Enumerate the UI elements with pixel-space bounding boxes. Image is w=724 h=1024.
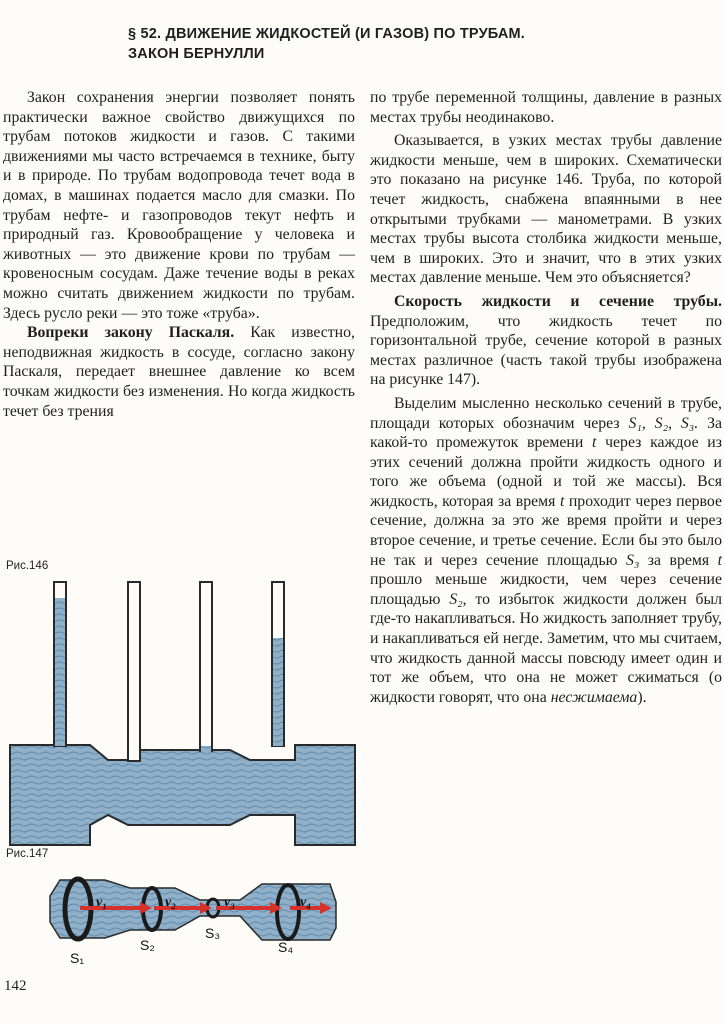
heading-line-1: § 52. ДВИЖЕНИЕ ЖИДКОСТЕЙ (И ГАЗОВ) ПО ТРУБАМ. <box>128 26 526 42</box>
left-column <box>3 88 355 421</box>
section-label-1: S₁ <box>70 950 85 966</box>
velocity-label-1: v₁ <box>96 895 108 910</box>
manometer-tube-3 <box>200 582 212 751</box>
paragraph-text: Как известно, неподвижная жидкость в сосуде, согласно закону Паскаля, передает внешнее давление ко всем точкам жидкости без изменения. Но когда жидкость течет без трения <box>3 324 355 420</box>
paragraph: Закон сохранения энергии позволяет понять практически важное свойство движущихся по трубам потоков жидкости и газов. С такими движениями мы часто встречаемся в технике, быту и в природе. По трубам водопровода течет вода в домах, в машинах подается масло для смазки. По трубам нефте- и газопроводов текут нефть и природный газ. Кровообращение у человека и животных — это движение крови по трубам — кровеносным сосудам. Даже течение воды в реках можно считать движением жидкости по трубам. Здесь русло реки — это тоже «труба». <box>3 89 355 322</box>
math-run: S₃ <box>625 551 640 569</box>
figure-146-label: Рис.146 <box>6 560 49 572</box>
section-label-4: S₄ <box>278 939 294 955</box>
section-heading <box>128 24 708 64</box>
math-run: S₁, S₂, S₃. <box>628 414 699 432</box>
text-run: прошло меньше жидкости, чем через сечение площадью <box>370 571 722 608</box>
text-run: проходит через первое сечение, должна за это же время пройти и через второе сечение, и третье сечение. Если бы это было не так и через сечение площадью <box>370 492 722 569</box>
right-column <box>370 88 722 707</box>
page-number: 142 <box>4 978 27 994</box>
text-run: Выделим мысленно несколько сечений в трубе, площади которых обозначим через <box>370 394 722 432</box>
section-label-3: S₃ <box>205 925 221 941</box>
math-run: t <box>591 434 597 452</box>
math-run: t <box>717 551 722 569</box>
text-run: через каждое из этих сечений должна пройти жидкость одного и того же объема (одной и той же массы). Вся жидкость, которая за время <box>370 434 722 510</box>
velocity-label-2: v₂ <box>165 895 177 910</box>
paragraph-text: Предположим, что жидкость течет по горизонтальной трубе, сечение которой в разных местах различное (часть такой трубы изображена на рисунке 147). <box>370 312 722 389</box>
section-label-2: S₂ <box>140 937 155 953</box>
velocity-label-3: v₃ <box>224 895 236 910</box>
figure-146-manometer-pipe <box>0 570 360 850</box>
text-run: , то избыток жидкости должен был где-то накапливаться. Но жидкость заполняет трубу, и накапливаться ей негде. Заметим, что мы считаем, что жидкость данной массы повсюду имеет один и тот же объем, что она не может сжиматься (о жидкости говорят, что она <box>370 590 723 706</box>
text-run: за время <box>639 551 718 569</box>
manometer-liquid-4 <box>273 638 283 746</box>
manometer-liquid-1 <box>55 598 65 746</box>
heading-line-2: ЗАКОН БЕРНУЛЛИ <box>128 46 265 62</box>
paragraph <box>370 292 722 390</box>
manometer-tube-2 <box>128 582 140 761</box>
velocity-label-4: v₄ <box>300 895 312 910</box>
paragraph <box>370 394 722 708</box>
math-run: S₂ <box>449 590 463 608</box>
manometer-liquid-3 <box>201 746 211 752</box>
italic-run: несжимаема <box>550 688 638 706</box>
text-run: ). <box>637 688 647 706</box>
pipe-body <box>10 745 355 845</box>
paragraph: по трубе переменной толщины, давление в разных местах трубы неодинаково. <box>370 89 722 126</box>
paragraph: Оказывается, в узких местах трубы давление жидкости меньше, чем в широких. Схематически это показано на рисунке 146. Труба, по которой течет жидкость, снабжена впаянными в нее открытыми трубками — манометрами. В узких местах трубы высота столбика жидкости меньше, чем в широких. Это и значит, что в этих узких местах давление меньше. Чем это объясняется? <box>370 132 722 287</box>
math-run: t <box>559 492 565 510</box>
text-run: За какой-то промежуток времени <box>370 414 722 452</box>
subsection-title: Вопреки закону Паскаля. <box>27 324 235 342</box>
subsection-title: Скорость жидкости и сечение трубы. <box>394 292 722 310</box>
figure-147-flow-diagram <box>0 866 360 966</box>
figure-147-label: Рис.147 <box>6 848 49 860</box>
paragraph <box>3 323 355 421</box>
